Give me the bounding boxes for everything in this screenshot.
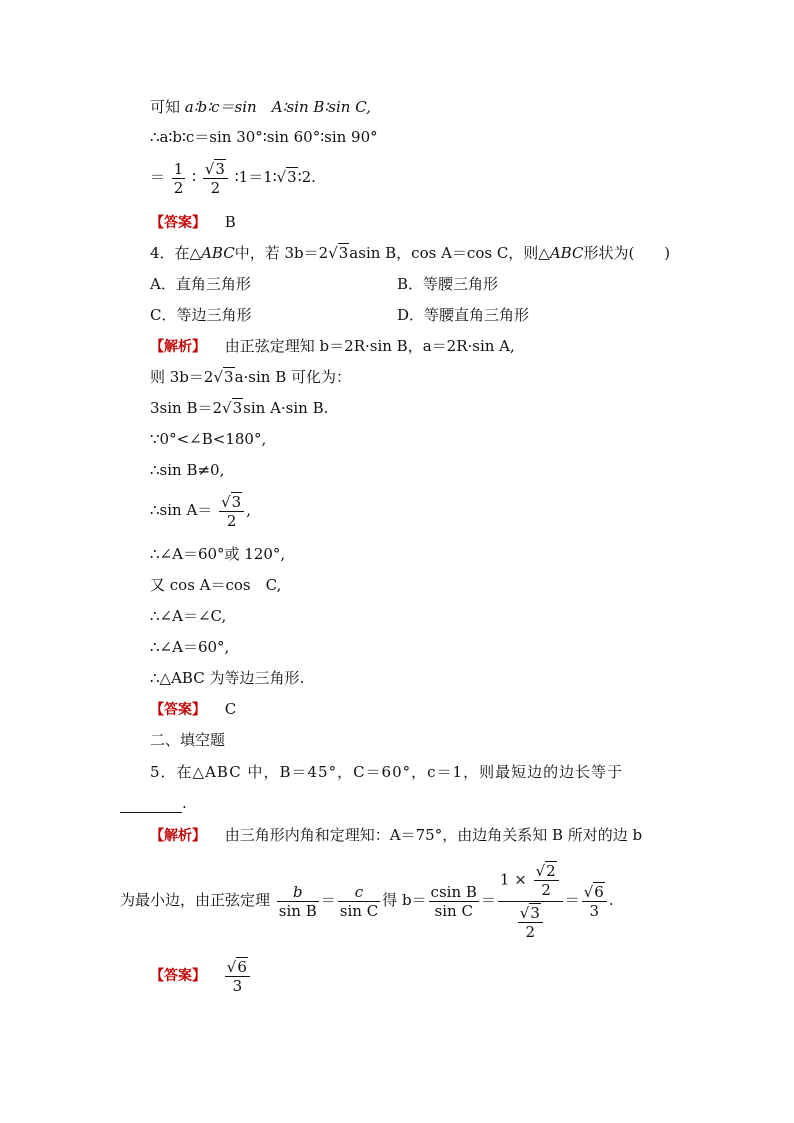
- answer-value: C: [224, 700, 237, 718]
- sqrt-icon: √3: [213, 368, 234, 386]
- q4-stem: 4．在△ABC中，若 3b＝2√3asin B，cos A＝cos C，则△ABC形状为( ): [150, 244, 671, 262]
- sqrt-icon: √3: [204, 159, 225, 178]
- q4-option-b: B．等腰三角形: [397, 275, 499, 293]
- q4-option-d: D．等腰直角三角形: [397, 306, 530, 324]
- q4-solution-line5: ∴sin B≠0,: [150, 461, 225, 479]
- fraction-half: $\frac{1}{2}$: [173, 159, 184, 197]
- q3-ratio-values: ∴a∶b∶c＝sin 30°∶sin 60°∶sin 90°: [150, 128, 378, 146]
- sqrt-icon: √3: [276, 168, 297, 186]
- answer-fraction-root6-over-3: $\frac{√6}{3}$: [225, 958, 250, 995]
- sqrt-icon: √3: [328, 244, 349, 262]
- sqrt-icon: √6: [226, 957, 247, 976]
- q4-solution-line7: ∴∠A＝60°或 120°,: [150, 545, 286, 563]
- complex-fraction: 1 × $\frac{√2}{2}$ $\frac{√3}{2}$: [498, 862, 563, 941]
- q3-answer: [150, 212, 236, 233]
- equals-sign: ＝: [150, 168, 166, 186]
- sqrt-icon: √6: [583, 882, 604, 901]
- q4-option-c: C．等边三角形: [150, 306, 252, 324]
- sqrt-icon: √3: [222, 399, 243, 417]
- fraction-c-over-sinc: $\frac{c}{\text{sin C}}$: [339, 882, 379, 920]
- fraction-root6-over-3: $\frac{√6}{3}$: [582, 883, 607, 920]
- q5-blank-line: .: [120, 793, 187, 813]
- q4-solution-line3: 3sin B＝2√3sin A·sin B.: [150, 399, 329, 417]
- q4-solution-line10: ∴∠A＝60°,: [150, 638, 230, 656]
- q4-solution-line2: 则 3b＝2√3a·sin B 可化为：: [150, 368, 352, 386]
- q4-option-a: A．直角三角形: [150, 275, 251, 293]
- q4-solution-line1: 【解析】 由正弦定理知 b＝2R·sin B，a＝2R·sin A,: [150, 337, 515, 355]
- fraction-b-over-sinb: $\frac{b}{\text{sin B}}$: [278, 882, 317, 920]
- q3-line3: ＝ $\frac{1}{2}$ ∶ $\frac{√3}{2}$ ∶1＝1∶√3∶2.: [150, 159, 316, 197]
- sqrt-icon: √3: [221, 492, 242, 511]
- answer-tag: 【答案】: [150, 702, 206, 718]
- fraction-root3-over-2: $\frac{√3}{2}$: [518, 904, 543, 941]
- analysis-tag: 【解析】: [150, 339, 206, 355]
- q4-solution-line8: 又 cos A＝cos C,: [150, 576, 282, 594]
- q3-line1: [150, 97, 371, 117]
- answer-blank: [120, 798, 182, 813]
- q4-solution-line9: ∴∠A＝∠C,: [150, 607, 227, 625]
- q5-solution-line2: 为最小边，由正弦定理 $\frac{b}{\text{sin B}}$ ＝ $\frac{c}{\text{sin C}}$ 得 b＝ $\frac{\text{csin B}}{\text{sin C}}$ ＝ 1 × $\frac{√2}{2}$ $\frac{√3}{2}$ ＝ $\frac{√6}{3}$ .: [120, 861, 614, 941]
- sqrt-icon: √3: [519, 903, 540, 922]
- answer-tag: 【答案】: [150, 215, 206, 231]
- q3-line1-prefix: 可知: [150, 98, 181, 116]
- q5-stem: 5．在△ABC 中，B＝45°，C＝60°，c＝1，则最短边的边长等于: [150, 763, 624, 781]
- sqrt-icon: √2: [535, 861, 556, 880]
- fraction-root3-over-2: $\frac{√3}{2}$: [203, 160, 228, 197]
- q4-solution-line4: ∵0°<∠B<180°,: [150, 430, 267, 448]
- q5-answer: [150, 955, 252, 996]
- q3-line2: [150, 127, 378, 147]
- q5-solution-line1: 【解析】 由三角形内角和定理知：A＝75°，由边角关系知 B 所对的边 b: [150, 826, 643, 844]
- analysis-tag: 【解析】: [150, 828, 206, 844]
- q4-solution-line11: ∴△ABC 为等边三角形.: [150, 669, 305, 687]
- q4-solution-line6: ∴sin A＝ $\frac{√3}{2}$ ,: [150, 492, 251, 530]
- fraction-root3-over-2: $\frac{√3}{2}$: [219, 493, 244, 530]
- fraction-csinb-over-sinc: $\frac{\text{csin B}}{\text{sin C}}$: [430, 882, 477, 920]
- q4-answer: [150, 699, 236, 720]
- answer-tag: 【答案】: [150, 968, 206, 984]
- fraction-root2-over-2: $\frac{√2}{2}$: [534, 862, 559, 899]
- section-title: 二、填空题: [150, 731, 226, 749]
- answer-value: B: [224, 213, 236, 231]
- q3-ratio: a∶b∶c＝sin A∶sin B∶sin C,: [184, 98, 371, 116]
